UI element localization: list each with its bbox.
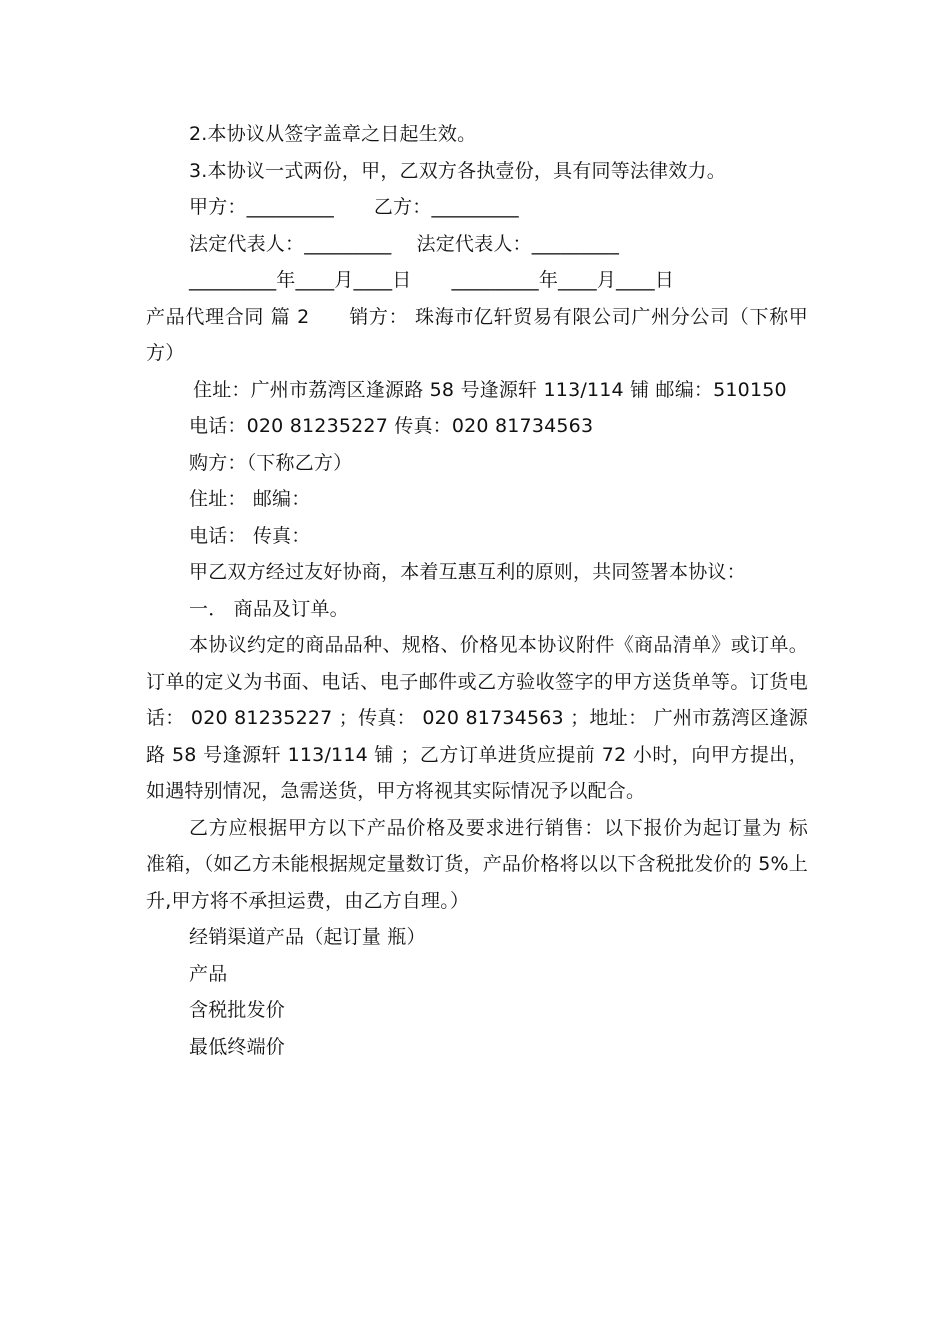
part2-header: 产品代理合同 篇 2 销方： 珠海市亿轩贸易有限公司广州分公司（下称甲方） [146,305,808,364]
date-b: _________年____月____日 [451,269,675,291]
seller-phone: 电话：020 81235227 传真：020 81734563 [189,415,594,437]
table-header-min-retail-price: 最低终端价 [189,1035,286,1058]
party-a-signature: 甲方：_________ [189,196,334,218]
buyer-phone: 电话： 传真： [189,524,311,547]
clause-effective: 2.本协议从签字盖章之日起生效。 [189,123,477,145]
table-header-wholesale-price: 含税批发价 [189,999,286,1021]
table-header-product: 产品 [189,962,228,985]
buyer-address: 住址： 邮编： [189,488,311,510]
channel-title: 经销渠道产品（起订量 瓶） [189,926,426,948]
buyer: 购方：（下称乙方） [189,451,353,474]
document-body [146,116,808,1065]
rep-a-signature: 法定代表人：_________ [189,232,392,255]
date-a: _________年____月____日 [189,269,412,291]
seller-address: 住址：广州市荔湾区逢源路 58 号逢源轩 113/114 铺 邮编：510150 [193,378,787,401]
party-b-signature: 乙方：_________ [373,196,519,218]
signature-parties [146,189,808,226]
preamble: 甲乙双方经过友好协商，本着互惠互利的原则，共同签署本协议： [189,561,746,583]
clause-copies: 3.本协议一式两份，甲，乙双方各执壹份，具有同等法律效力。 [189,159,726,182]
signature-representatives [146,226,808,263]
rep-b-signature: 法定代表人：_________ [416,232,620,255]
section-one-title: 一． 商品及订单。 [189,597,349,620]
section-one-body: 本协议约定的商品品种、规格、价格见本协议附件《商品清单》或订单。订单的定义为书面、电话、电子邮件或乙方验收签字的甲方送货单等。订货电话： 020 81235227 ；传真： 020 81734563 ；地址： 广州市荔湾区逢源路 58 号逢源轩 113/114 铺 ；乙方订单进货应提前 72 小时，向甲方提出，如遇特别情况，急需送货，甲方将视其实际情况予以配合。 [146,634,808,802]
signature-dates [146,262,808,299]
pricing-paragraph: 乙方应根据甲方以下产品价格及要求进行销售：以下报价为起订量为 标准箱，（如乙方未能根据规定量数订货，产品价格将以以下含税批发价的 5%上升,甲方将不承担运费，由乙方自理。） [146,816,808,912]
